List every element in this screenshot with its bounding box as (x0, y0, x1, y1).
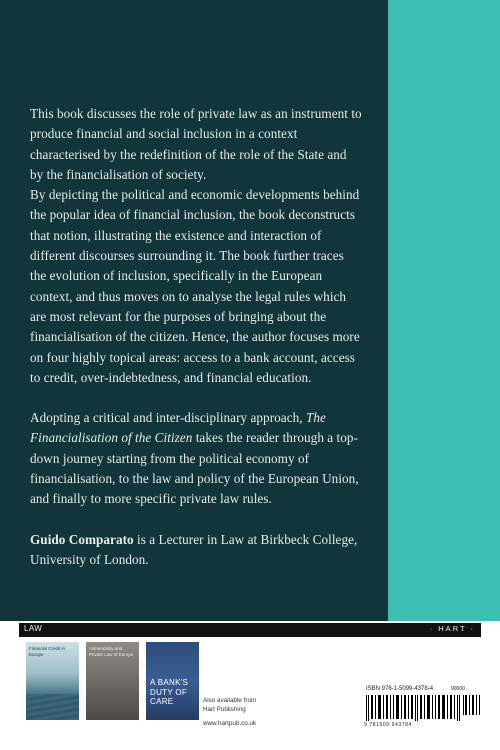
author-bio (30, 530, 362, 571)
paragraph-gap (30, 388, 362, 408)
category-bar (19, 623, 481, 637)
author-name: Guido Comparato (30, 531, 134, 547)
blurb-text (30, 104, 362, 570)
isbn-label: ISBN 978-1-5099-4378-4 (366, 686, 434, 692)
blurb-paragraph-2: By depicting the political and economic developments behind the popular idea of financial inclusion, the book deconstructs that notion, illustrating the existence and interaction of different discourses surrounding it. The book further traces the evolution of inclusion, specifically in the European context, and thus moves on to analyse the legal rules which are most relevant for the purposes of bringing about the financialisation of the citizen. Hence, the author focuses more on four highly topical areas: access to a bank account, access to credit, over-indebtedness, and financial education. (30, 187, 360, 385)
also-available-line-2: Hart Publishing (203, 705, 246, 713)
blurb-p3-lead: Adopting a critical and inter-disciplinary approach, (30, 410, 306, 426)
also-available-line-1: Also available from (203, 697, 257, 704)
publisher-logo-text: · HART · (429, 624, 475, 633)
also-available-note (203, 697, 256, 714)
blurb-paragraph-1: This book discusses the role of private law as an instrument to produce financial and social inclusion in a context characterised by the redefinition of the role of the State and by the financialisation of society. (30, 106, 362, 182)
related-book-cover-2[interactable] (86, 642, 139, 720)
blurb-p3-rest: takes the reader through a top-down journey starting from the political economy of financialisation, to the law and policy of the European Union, and finally to more specific private law rules. (30, 430, 359, 507)
related-book-cover-3[interactable] (146, 642, 199, 720)
cover-title: Vulnerability and Private Law of Europe (89, 646, 134, 657)
cover-title: A BANK'S DUTY OF CARE (150, 678, 189, 706)
barcode-icon (366, 695, 481, 721)
cover-art (26, 694, 79, 720)
related-book-cover-1[interactable] (26, 642, 79, 720)
price-addon-digits: 90000 (451, 686, 465, 692)
publisher-website[interactable]: www.hartpub.co.uk (203, 720, 257, 727)
book-title-italic: The Financialisation of the Citizen (30, 410, 326, 446)
paragraph-gap (30, 510, 362, 530)
blurb-paragraph-3 (30, 408, 362, 509)
cover-title: Financial Credit in Europe (29, 646, 66, 657)
barcode-digits: 9 781509 943784 (364, 722, 412, 728)
author-bio-text: is a Lecturer in Law at Birkbeck College, University of London. (30, 531, 358, 567)
category-label: LAW (24, 624, 43, 633)
